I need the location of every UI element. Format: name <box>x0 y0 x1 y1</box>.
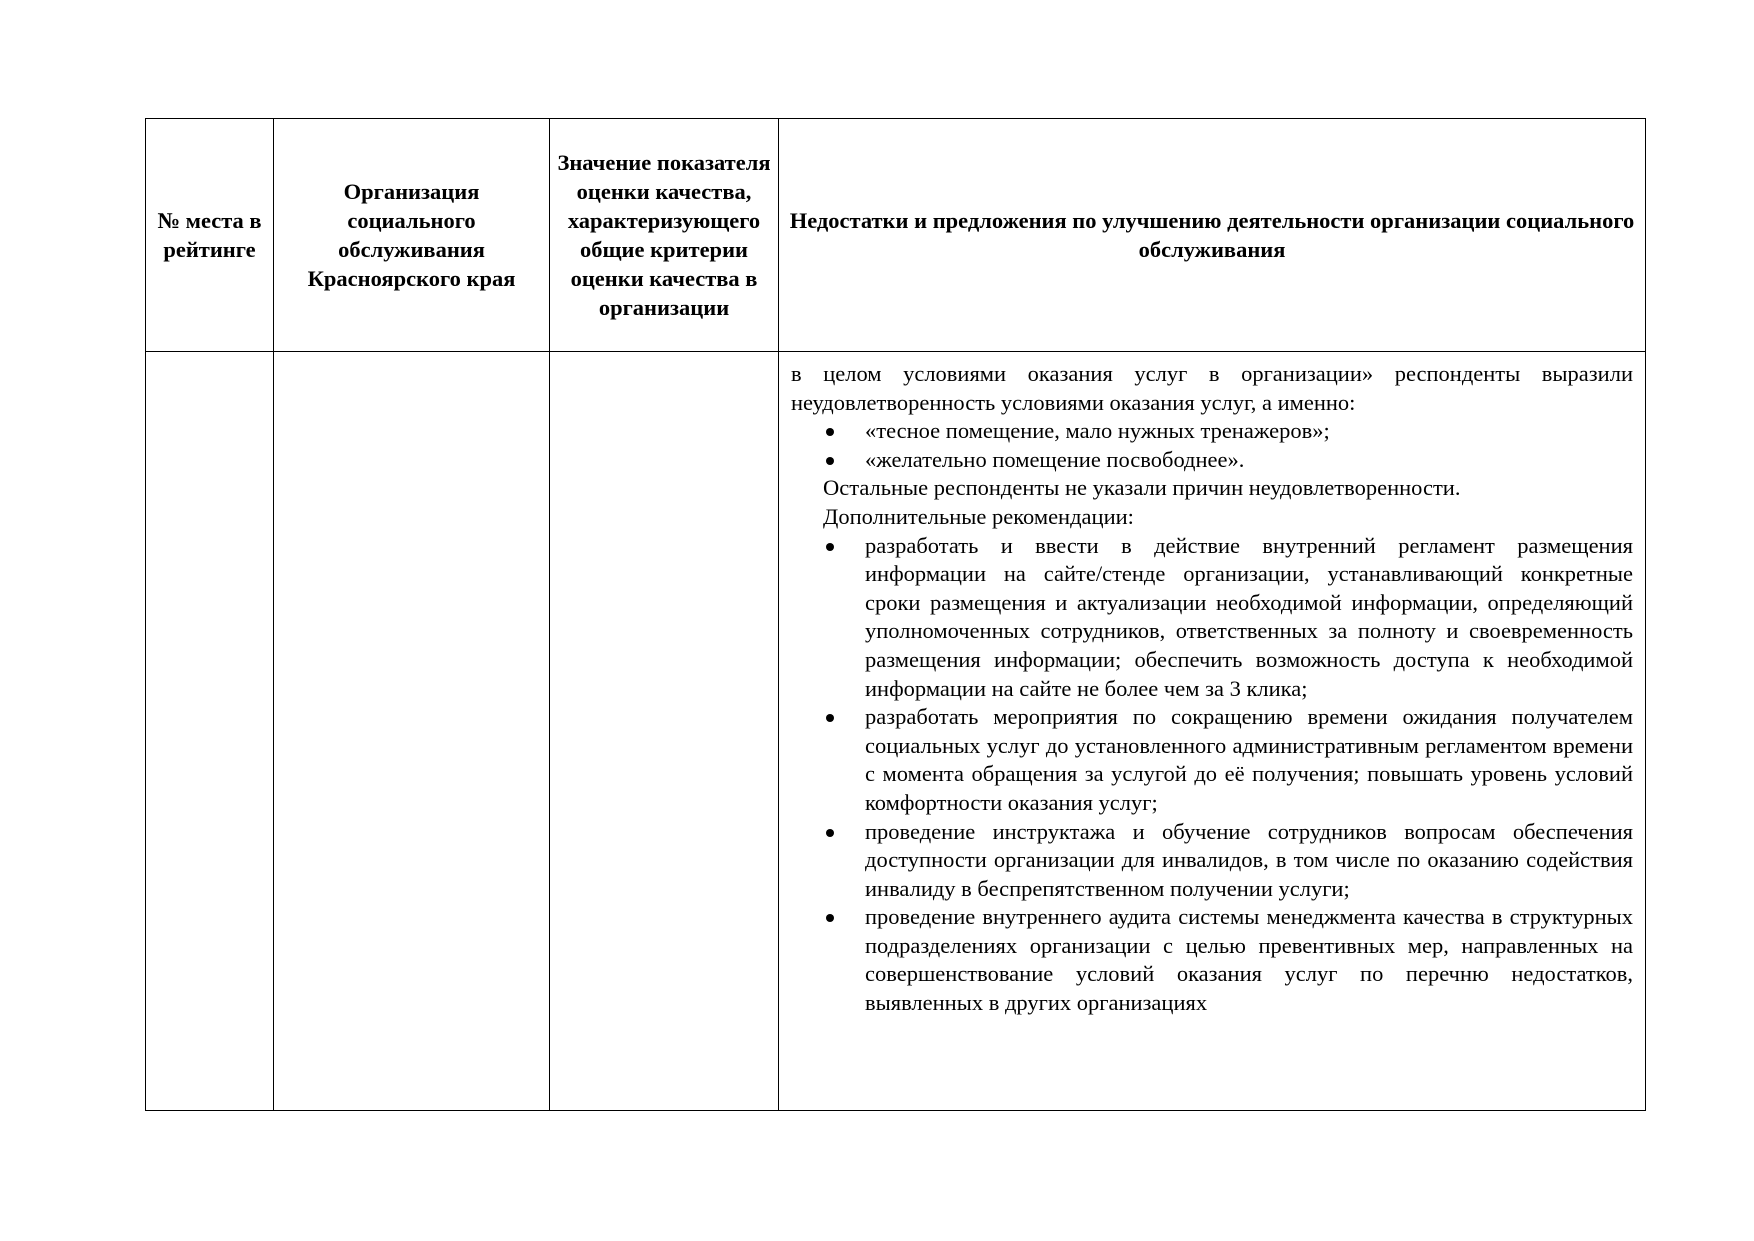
cell-rank <box>146 352 274 1111</box>
list-item: разработать и ввести в действие внутренний регламент размещения информации на сайте/стенде организации, устанавливающий конкретные сроки размещения и актуализации необходимой информации, определяющий уполномоченных сотрудников, ответственных за полноту и своевременность размещения информации; обеспечить возможность доступа к необходимой информации на сайте не более чем за 3 клика; <box>791 532 1633 704</box>
rating-table <box>145 118 1646 1111</box>
cell-issues <box>779 352 1646 1111</box>
note-others: Остальные респонденты не указали причин неудовлетворенности. <box>823 475 1461 501</box>
table-header-row <box>146 119 1646 352</box>
list-item: «тесное помещение, мало нужных тренажеров»; <box>791 417 1633 446</box>
list-item: проведение инструктажа и обучение сотрудников вопросам обеспечения доступности организации для инвалидов, в том числе по оказанию содействия инвалиду в беспрепятственном получении услуги; <box>791 818 1633 904</box>
recommendations-title: Дополнительные рекомендации: <box>823 503 1134 529</box>
header-issues: Недостатки и предложения по улучшению деятельности организации социального обслуживания <box>779 119 1646 352</box>
list-item: проведение внутреннего аудита системы менеджмента качества в структурных подразделениях организации с целью превентивных мер, направленных на совершенствование условий оказания услуг по перечню недостатков, выявленных в других организациях <box>791 903 1633 1017</box>
header-score: Значение показателя оценки качества, характеризующего общие критерии оценки качества в организации <box>550 119 779 352</box>
recommendations-list <box>791 532 1633 1018</box>
cell-organization <box>274 352 550 1111</box>
header-organization: Организация социального обслуживания Красноярского края <box>274 119 550 352</box>
list-item: «желательно помещение посвободнее». <box>791 446 1633 475</box>
header-rank: № места в рейтинге <box>146 119 274 352</box>
intro-paragraph: в целом условиями оказания услуг в организации» респонденты выразили неудовлетворенность условиями оказания услуг, а именно: <box>791 361 1633 415</box>
quotes-list <box>791 417 1633 474</box>
list-item: разработать мероприятия по сокращению времени ожидания получателем социальных услуг до установленного административным регламентом времени с момента обращения за услугой до её получения; повышать уровень условий комфортности оказания услуг; <box>791 703 1633 817</box>
cell-score <box>550 352 779 1111</box>
table-row <box>146 352 1646 1111</box>
